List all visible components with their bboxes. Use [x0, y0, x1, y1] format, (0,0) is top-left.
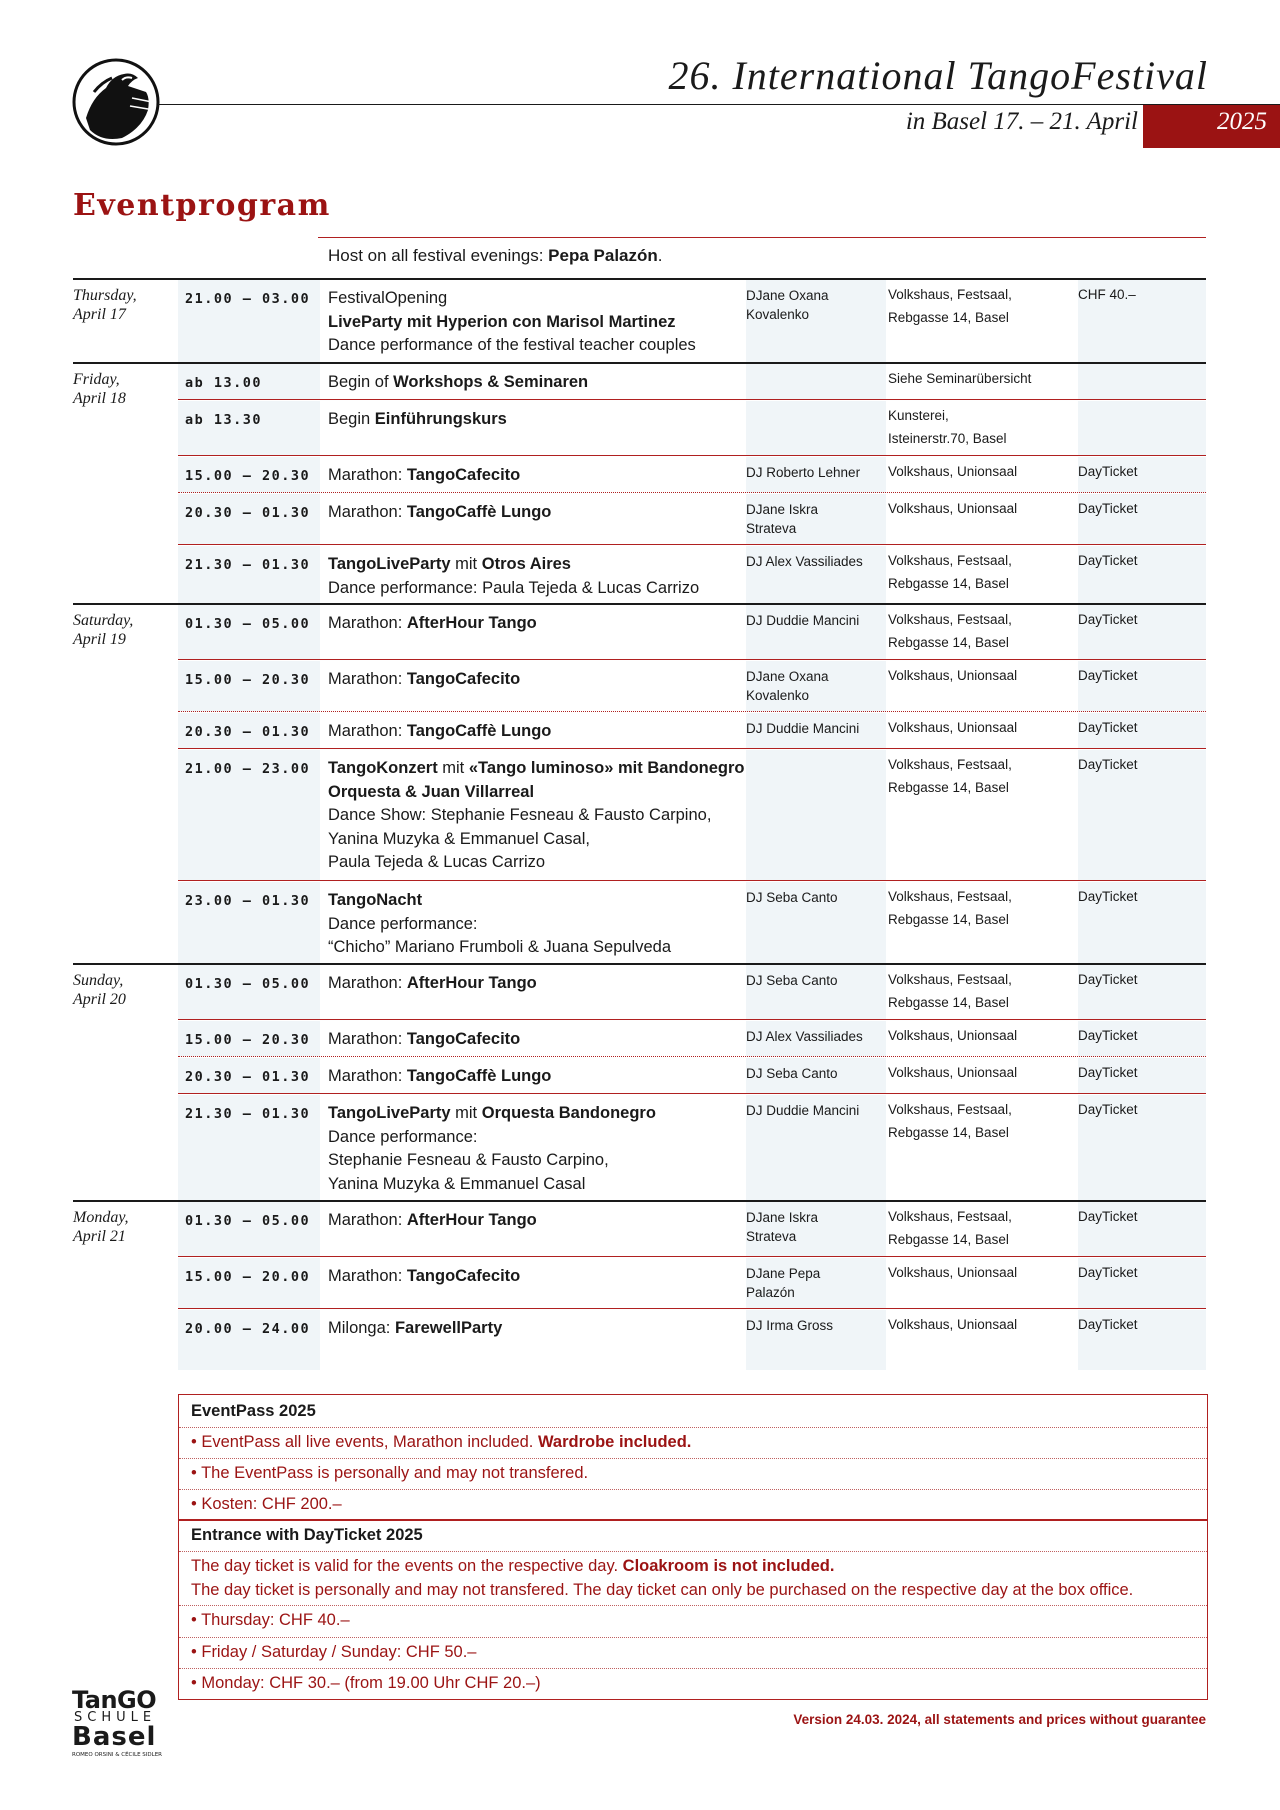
time-cell-bg — [178, 965, 320, 1019]
venue — [888, 1261, 1078, 1284]
dj-name-line: DJ Alex Vassiliades — [746, 554, 863, 569]
event-title — [328, 1209, 748, 1233]
event-time: 01.30 – 05.00 — [185, 1213, 311, 1229]
dj-cell-bg — [746, 364, 886, 400]
venue-line: Kunsterei, — [888, 408, 949, 423]
venue — [888, 608, 1078, 654]
venue-line: Volkshaus, Unionsaal — [888, 501, 1018, 516]
dj-name-line: DJ Roberto Lehner — [746, 465, 861, 480]
event-title — [328, 464, 748, 488]
eventpass-item-text: • EventPass all live events, Marathon included. — [191, 1433, 538, 1451]
dj-name-line: DJane Iskra — [746, 1210, 819, 1225]
venue-line: Siehe Seminarübersicht — [888, 371, 1032, 386]
event-description — [328, 464, 748, 488]
day-label-weekday: Monday, — [73, 1209, 129, 1226]
dayticket-note-bold: Cloakroom is not included. — [622, 1557, 835, 1575]
event-line: Dance performance: — [328, 1127, 478, 1146]
event-description — [328, 1065, 748, 1089]
dj-cell-bg — [746, 401, 886, 455]
venue — [888, 1205, 1078, 1251]
day-label-weekday: Thursday, — [73, 287, 137, 304]
venue-line: Volkshaus, Unionsaal — [888, 1317, 1018, 1332]
event-type: Begin — [328, 410, 375, 428]
event-line: Stephanie Fesneau & Fausto Carpino, — [328, 1151, 609, 1169]
divider — [179, 1551, 1207, 1552]
event-title — [328, 720, 748, 744]
event-title — [328, 553, 748, 577]
row-separator — [178, 492, 1206, 493]
event-title — [328, 612, 748, 636]
event-name: TangoCafecito — [406, 466, 521, 484]
dj-name — [746, 1064, 886, 1083]
event-name: AfterHour Tango — [406, 974, 537, 992]
event-name: AfterHour Tango — [406, 1211, 537, 1229]
event-band: Otros Aires — [481, 555, 571, 573]
event-description — [328, 757, 748, 875]
price: DayTicket — [1078, 553, 1138, 568]
divider — [179, 1458, 1207, 1459]
price: DayTicket — [1078, 464, 1138, 479]
divider — [179, 1489, 1207, 1490]
dayticket-note-text: The day ticket is valid for the events on the respective day. — [191, 1557, 623, 1575]
event-time: 20.00 – 24.00 — [185, 1321, 311, 1337]
event-name: TangoNacht — [328, 891, 423, 909]
row-separator — [178, 544, 1206, 545]
event-title — [328, 972, 748, 996]
venue-line: Rebgasse 14, Basel — [888, 576, 1009, 591]
divider — [179, 1637, 1207, 1638]
dj-cell-bg — [746, 750, 886, 880]
event-description — [328, 889, 748, 960]
event-name: TangoCaffè Lungo — [406, 1067, 552, 1085]
dj-name — [746, 1264, 886, 1302]
day-label-weekday: Saturday, — [73, 612, 134, 629]
event-description — [328, 668, 748, 692]
event-description — [328, 612, 748, 636]
venue — [888, 968, 1078, 1014]
eventpass-item — [191, 1433, 691, 1452]
price: DayTicket — [1078, 1265, 1138, 1280]
day-separator — [73, 963, 1206, 965]
row-separator — [178, 711, 1206, 712]
event-line: Yanina Muzyka & Emmanuel Casal, — [328, 829, 590, 848]
venue-line: Rebgasse 14, Basel — [888, 635, 1009, 650]
school-logo — [72, 1688, 174, 1764]
divider — [179, 1427, 1207, 1428]
divider — [179, 1668, 1207, 1669]
row-separator — [178, 1093, 1206, 1094]
dj-name-line: DJ Duddie Mancini — [746, 1103, 860, 1118]
dj-name — [746, 463, 886, 482]
event-line: Yanina Muzyka & Emmanuel Casal — [328, 1174, 586, 1193]
venue-line: Rebgasse 14, Basel — [888, 1125, 1009, 1140]
page-heading: Eventprogram — [73, 188, 331, 223]
event-time: 15.00 – 20.30 — [185, 468, 311, 484]
event-title — [328, 1028, 748, 1052]
event-description — [328, 1265, 748, 1289]
dayticket-price: • Thursday: CHF 40.– — [191, 1611, 350, 1629]
event-type: Begin of — [328, 373, 394, 391]
event-time: 15.00 – 20.30 — [185, 1032, 311, 1048]
event-connector: mit — [437, 759, 469, 777]
price: DayTicket — [1078, 501, 1138, 516]
price: DayTicket — [1078, 668, 1138, 683]
event-time: ab 13.00 — [185, 375, 263, 391]
venue — [888, 497, 1078, 520]
event-description — [328, 1317, 748, 1341]
event-line-bold: LiveParty mit Hyperion con Marisol Martinez — [328, 312, 676, 331]
dj-name — [746, 667, 886, 705]
venue — [888, 404, 1078, 450]
venue — [888, 664, 1078, 687]
divider — [179, 1519, 1207, 1521]
price-cell-bg — [1078, 364, 1206, 400]
event-title — [328, 1317, 748, 1341]
venue-line: Rebgasse 14, Basel — [888, 310, 1009, 325]
row-separator — [178, 1056, 1206, 1057]
venue-line: Rebgasse 14, Basel — [888, 780, 1009, 795]
price: DayTicket — [1078, 889, 1138, 904]
time-cell-bg — [178, 605, 320, 659]
venue — [888, 716, 1078, 739]
price: DayTicket — [1078, 1028, 1138, 1043]
event-time: ab 13.30 — [185, 412, 263, 428]
version-note: Version 24.03. 2024, all statements and prices without guarantee — [793, 1712, 1206, 1727]
host-name: Pepa Palazón — [548, 246, 658, 265]
price: DayTicket — [1078, 757, 1138, 772]
event-time: 20.30 – 01.30 — [185, 724, 311, 740]
ticket-info-box — [178, 1394, 1208, 1700]
venue-line: Volkshaus, Festsaal, — [888, 972, 1012, 987]
event-description — [328, 553, 748, 600]
event-name: TangoCafecito — [406, 670, 521, 688]
event-description — [328, 501, 748, 525]
festival-title: 26. International TangoFestival — [668, 53, 1208, 98]
venue-line: Volkshaus, Festsaal, — [888, 1102, 1012, 1117]
venue — [888, 283, 1078, 329]
event-time: 15.00 – 20.00 — [185, 1269, 311, 1285]
day-label-weekday: Sunday, — [73, 972, 124, 989]
day-label — [73, 370, 173, 408]
price: DayTicket — [1078, 720, 1138, 735]
dj-name-line: DJ Irma Gross — [746, 1318, 834, 1333]
event-title — [328, 501, 748, 525]
eventpass-title: EventPass 2025 — [191, 1402, 316, 1420]
row-separator — [178, 399, 1206, 400]
event-name: TangoCafecito — [406, 1030, 521, 1048]
event-title — [328, 889, 748, 913]
host-suffix: . — [657, 246, 663, 265]
host-prefix: Host on all festival evenings: — [328, 246, 549, 265]
dj-name-line: DJ Seba Canto — [746, 890, 838, 905]
row-separator — [178, 1308, 1206, 1309]
dayticket-title: Entrance with DayTicket 2025 — [191, 1526, 423, 1544]
event-description — [328, 408, 748, 432]
venue-line: Volkshaus, Festsaal, — [888, 287, 1012, 302]
venue-line: Volkshaus, Festsaal, — [888, 889, 1012, 904]
venue — [888, 549, 1078, 595]
day-label-date: April 21 — [73, 1228, 126, 1245]
venue — [888, 1061, 1078, 1084]
event-type: Marathon: — [328, 1030, 407, 1048]
venue-line: Volkshaus, Unionsaal — [888, 1065, 1018, 1080]
dj-name-line: Palazón — [746, 1285, 795, 1300]
dj-name — [746, 971, 886, 990]
event-type: Milonga: — [328, 1319, 395, 1337]
event-name: AfterHour Tango — [406, 614, 537, 632]
venue — [888, 753, 1078, 799]
row-separator — [178, 1256, 1206, 1257]
dj-name-line: DJ Alex Vassiliades — [746, 1029, 863, 1044]
event-time: 21.00 – 03.00 — [185, 291, 311, 307]
dayticket-price: • Friday / Saturday / Sunday: CHF 50.– — [191, 1643, 477, 1661]
event-type: Marathon: — [328, 614, 407, 632]
festival-subtitle: in Basel 17. – 21. April — [905, 108, 1138, 135]
event-name: TangoCaffè Lungo — [406, 503, 552, 521]
venue-line: Volkshaus, Festsaal, — [888, 612, 1012, 627]
event-name: FarewellParty — [394, 1319, 503, 1337]
dj-name — [746, 286, 886, 324]
event-time: 01.30 – 05.00 — [185, 616, 311, 632]
event-time: 23.00 – 01.30 — [185, 893, 311, 909]
day-label — [73, 286, 173, 324]
venue-line: Volkshaus, Unionsaal — [888, 1265, 1018, 1280]
day-separator — [73, 603, 1206, 605]
venue — [888, 885, 1078, 931]
event-type: Marathon: — [328, 1067, 407, 1085]
venue — [888, 460, 1078, 483]
day-label-weekday: Friday, — [73, 371, 120, 388]
price: DayTicket — [1078, 972, 1138, 987]
dj-name-line: DJ Seba Canto — [746, 973, 838, 988]
logo-credit: ROMEO ORSINI & CÉCILE SIDLER — [72, 1752, 163, 1758]
event-band: Orquesta Bandonegro — [481, 1104, 656, 1122]
dj-name — [746, 1027, 886, 1046]
venue-line: Rebgasse 14, Basel — [888, 1232, 1009, 1247]
dj-name — [746, 888, 886, 907]
event-time: 21.30 – 01.30 — [185, 1106, 311, 1122]
event-type: Marathon: — [328, 670, 407, 688]
event-line: Dance performance: Paula Tejeda & Lucas Carrizo — [328, 578, 700, 597]
dj-name-line: Kovalenko — [746, 307, 810, 322]
dj-name-line: DJ Duddie Mancini — [746, 721, 860, 736]
event-title — [328, 287, 748, 311]
venue-line: Volkshaus, Festsaal, — [888, 757, 1012, 772]
venue-line: Isteinerstr.70, Basel — [888, 431, 1007, 446]
divider — [179, 1605, 1207, 1606]
event-description — [328, 1102, 748, 1196]
dj-name-line: DJane Iskra — [746, 502, 819, 517]
price: DayTicket — [1078, 612, 1138, 627]
day-separator — [73, 362, 1206, 364]
event-title — [328, 668, 748, 692]
time-cell-bg — [178, 1202, 320, 1256]
eventpass-item: • The EventPass is personally and may not transfered. — [191, 1464, 589, 1482]
venue-line: Volkshaus, Festsaal, — [888, 553, 1012, 568]
event-title — [328, 1102, 748, 1126]
dj-name — [746, 1208, 886, 1246]
event-line — [328, 311, 748, 335]
event-time: 15.00 – 20.30 — [185, 672, 311, 688]
day-label — [73, 1208, 173, 1246]
event-name: TangoCaffè Lungo — [406, 722, 552, 740]
event-title — [328, 1265, 748, 1289]
dj-name-line: Strateva — [746, 1229, 797, 1244]
event-type: Marathon: — [328, 503, 407, 521]
event-line: Paula Tejeda & Lucas Carrizo — [328, 853, 546, 871]
day-label — [73, 611, 173, 649]
event-line — [328, 781, 748, 805]
event-time: 21.00 – 23.00 — [185, 761, 311, 777]
day-label-date: April 18 — [73, 390, 126, 407]
logo-top: TanGO — [72, 1686, 157, 1714]
price-cell-bg — [1078, 401, 1206, 455]
event-line-bold: Orquesta & Juan Villarreal — [328, 782, 535, 801]
event-type: Marathon: — [328, 1211, 407, 1229]
dj-name-line: DJ Duddie Mancini — [746, 613, 860, 628]
row-separator — [178, 659, 1206, 660]
logo-mid: SCHULE — [74, 1710, 157, 1725]
day-separator — [73, 278, 1206, 280]
event-name: Einführungskurs — [374, 410, 507, 428]
event-title — [328, 757, 748, 781]
dayticket-note — [191, 1557, 834, 1576]
price: DayTicket — [1078, 1065, 1138, 1080]
eventpass-item-bold: Wardrobe included. — [537, 1433, 692, 1451]
dj-name — [746, 500, 886, 538]
event-name: TangoCafecito — [406, 1267, 521, 1285]
day-label-date: April 19 — [73, 631, 126, 648]
event-time: 21.30 – 01.30 — [185, 557, 311, 573]
logo-bottom: Basel — [72, 1722, 157, 1752]
event-title — [328, 408, 748, 432]
event-description — [328, 371, 748, 395]
dj-name — [746, 1316, 886, 1335]
row-separator — [178, 748, 1206, 749]
dj-name-line: DJane Oxana — [746, 288, 829, 303]
venue — [888, 1313, 1078, 1336]
venue-line: Volkshaus, Unionsaal — [888, 1028, 1018, 1043]
event-description — [328, 1209, 748, 1233]
venue-line: Rebgasse 14, Basel — [888, 912, 1009, 927]
event-title — [328, 371, 748, 395]
venue — [888, 1098, 1078, 1144]
venue — [888, 1024, 1078, 1047]
event-line: “Chicho” Mariano Frumboli & Juana Sepulveda — [328, 938, 672, 956]
time-cell-bg — [178, 546, 320, 603]
price: DayTicket — [1078, 1102, 1138, 1117]
day-label-date: April 17 — [73, 306, 126, 323]
event-line: Dance performance: — [328, 914, 478, 933]
year-text: 2025 — [1217, 108, 1267, 135]
event-type: Marathon: — [328, 466, 407, 484]
event-description — [328, 1028, 748, 1052]
price: CHF 40.– — [1078, 287, 1136, 302]
dayticket-price: • Monday: CHF 30.– (from 19.00 Uhr CHF 20.–) — [191, 1674, 541, 1692]
row-separator — [178, 455, 1206, 456]
dj-name-line: DJane Oxana — [746, 669, 829, 684]
event-description — [328, 287, 748, 358]
event-connector: mit — [450, 1104, 482, 1122]
day-label-date: April 20 — [73, 991, 126, 1008]
event-name: TangoKonzert — [328, 759, 438, 777]
row-separator — [178, 1019, 1206, 1020]
event-type: Marathon: — [328, 1267, 407, 1285]
dj-name-line: Kovalenko — [746, 688, 810, 703]
time-cell-bg — [178, 1310, 320, 1370]
day-separator — [73, 1200, 1206, 1202]
venue-line: Volkshaus, Unionsaal — [888, 668, 1018, 683]
event-title-text: FestivalOpening — [328, 289, 448, 307]
dj-name-line: Strateva — [746, 521, 797, 536]
row-separator — [178, 880, 1206, 881]
time-cell-bg — [178, 401, 320, 455]
price: DayTicket — [1078, 1209, 1138, 1224]
event-description — [328, 720, 748, 744]
event-line: Dance Show: Stephanie Fesneau & Fausto Carpino, — [328, 806, 712, 824]
event-description — [328, 972, 748, 996]
dj-name-line: DJane Pepa — [746, 1266, 821, 1281]
event-time: 20.30 – 01.30 — [185, 1069, 311, 1085]
event-name: TangoLiveParty — [328, 555, 451, 573]
event-line: Dance performance of the festival teacher couples — [328, 336, 696, 354]
eventpass-price: • Kosten: CHF 200.– — [191, 1495, 342, 1513]
event-name: Workshops & Seminaren — [393, 373, 589, 391]
dj-name — [746, 611, 886, 630]
venue-line: Volkshaus, Festsaal, — [888, 1209, 1012, 1224]
event-name: TangoLiveParty — [328, 1104, 451, 1122]
price: DayTicket — [1078, 1317, 1138, 1332]
venue-line: Rebgasse 14, Basel — [888, 995, 1009, 1010]
dayticket-note: The day ticket is personally and may not transfered. The day ticket can only be purchased on the respective day at the box office. — [191, 1581, 1134, 1599]
event-type: Marathon: — [328, 974, 407, 992]
venue-line: Volkshaus, Unionsaal — [888, 464, 1018, 479]
event-time: 20.30 – 01.30 — [185, 505, 311, 521]
dj-name-line: DJ Seba Canto — [746, 1066, 838, 1081]
event-connector: mit — [450, 555, 482, 573]
event-title — [328, 1065, 748, 1089]
dj-name — [746, 552, 886, 571]
dj-name — [746, 1101, 886, 1120]
day-label — [73, 971, 173, 1009]
event-time: 01.30 – 05.00 — [185, 976, 311, 992]
venue — [888, 367, 1078, 390]
event-type: Marathon: — [328, 722, 407, 740]
venue-line: Volkshaus, Unionsaal — [888, 720, 1018, 735]
dj-name — [746, 719, 886, 738]
event-band: «Tango luminoso» mit Bandonegro — [468, 759, 745, 777]
